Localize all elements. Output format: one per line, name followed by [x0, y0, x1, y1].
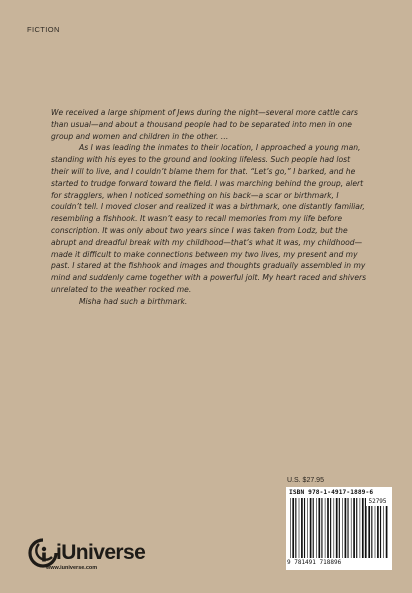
publisher-url: www.iuniverse.com: [46, 565, 98, 571]
addon-price-code: 52795: [368, 498, 387, 505]
excerpt-paragraph-2: As I was leading the inmates to their location, I approached a young man, standing with his eyes to the ground and looking lifeless. Such people had lost their will to live, and I couldn’t blame them for that. “Let’s go,” I barked, and he started to trudge forward toward the field. I was marching behind the group, alert for stragglers, when I noticed something on his back—a scar or birthmark, I couldn’t tell. I moved closer and realized it was a birthmark, one distantly familiar, resembling a fishhook. It wasn’t easy to recall memories from my life before conscription. It was only about two years since I was taken from Lodz, but the abrupt and dreadful break with my childhood—that’s what it was, my childhood—made it difficult to make connections between my two lives, my present and my past. I stared at the fishhook and images and thoughts gradually assembled in my mind and suddenly came together with a powerful jolt. My heart raced and shivers unrelated to the weather rocked me.: [51, 143, 367, 294]
isbn-barcode: [286, 487, 392, 570]
publisher-name: iUniverse: [56, 541, 146, 564]
price-label: U.S. $27.95: [287, 477, 324, 484]
ean-barcode-bars: [290, 498, 366, 560]
iuniverse-logo-icon: [28, 538, 58, 568]
excerpt-paragraph-3: Misha had such a birthmark.: [79, 296, 188, 306]
genre-label: FICTION: [27, 25, 60, 34]
excerpt-paragraph-1: We received a large shipment of Jews during the night—several more cattle cars than usual—and about a thousand people had to be separated into men in one group and women and children in the other. …: [51, 108, 358, 141]
ean-digits: 9 781491 718896: [287, 559, 342, 566]
back-cover-excerpt: [51, 107, 369, 308]
isbn-number: ISBN 978-1-4917-1889-6: [289, 489, 374, 496]
addon-barcode-bars: [366, 506, 389, 560]
publisher-logo: [28, 538, 145, 568]
